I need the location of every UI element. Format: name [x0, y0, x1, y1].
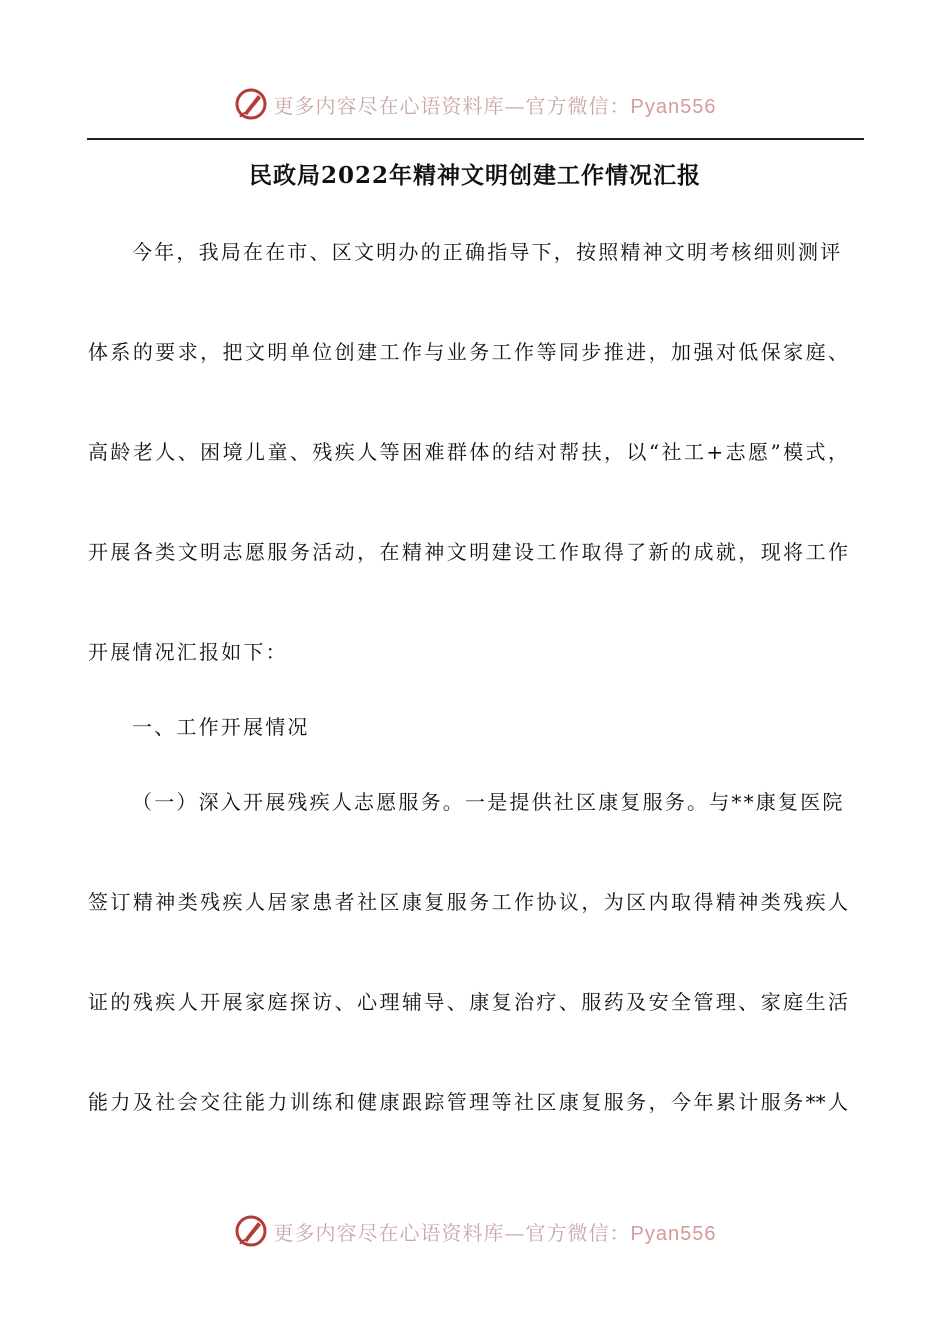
- banner-text: 更多内容尽在心语资料库—官方微信：Pyan556: [273, 93, 717, 118]
- paragraph-line: 证的残疾人开展家庭探访、心理辅导、康复治疗、服药及安全管理、家庭生活: [88, 990, 848, 1014]
- section-heading: 一、工作开展情况: [132, 715, 310, 739]
- paragraph-line: 能力及社会交往能力训练和健康跟踪管理等社区康复服务，今年累计服务**人: [88, 1090, 848, 1114]
- header-watermark: [0, 84, 950, 124]
- paragraph-line: 高龄老人、困境儿童、残疾人等困难群体的结对帮扶，以“社工+志愿”模式，: [88, 440, 848, 464]
- pen-logo-icon: [234, 1214, 268, 1248]
- pen-logo-icon: [234, 87, 268, 121]
- paragraph-line: 体系的要求，把文明单位创建工作与业务工作等同步推进，加强对低保家庭、: [88, 340, 848, 364]
- document-title: 民政局2022年精神文明创建工作情况汇报: [248, 162, 701, 189]
- paragraph-line: 签订精神类残疾人居家患者社区康复服务工作协议，为区内取得精神类残疾人: [88, 890, 848, 914]
- paragraph-line: （一）深入开展残疾人志愿服务。一是提供社区康复服务。与**康复医院: [132, 790, 845, 814]
- footer-watermark: [0, 1211, 950, 1251]
- paragraph-line: 开展情况汇报如下：: [88, 640, 288, 664]
- header-rule: [87, 138, 864, 140]
- paragraph-line: 今年，我局在在市、区文明办的正确指导下，按照精神文明考核细则测评: [132, 240, 843, 264]
- paragraph-line: 开展各类文明志愿服务活动，在精神文明建设工作取得了新的成就，现将工作: [88, 540, 848, 564]
- banner-text: 更多内容尽在心语资料库—官方微信：Pyan556: [273, 1220, 717, 1245]
